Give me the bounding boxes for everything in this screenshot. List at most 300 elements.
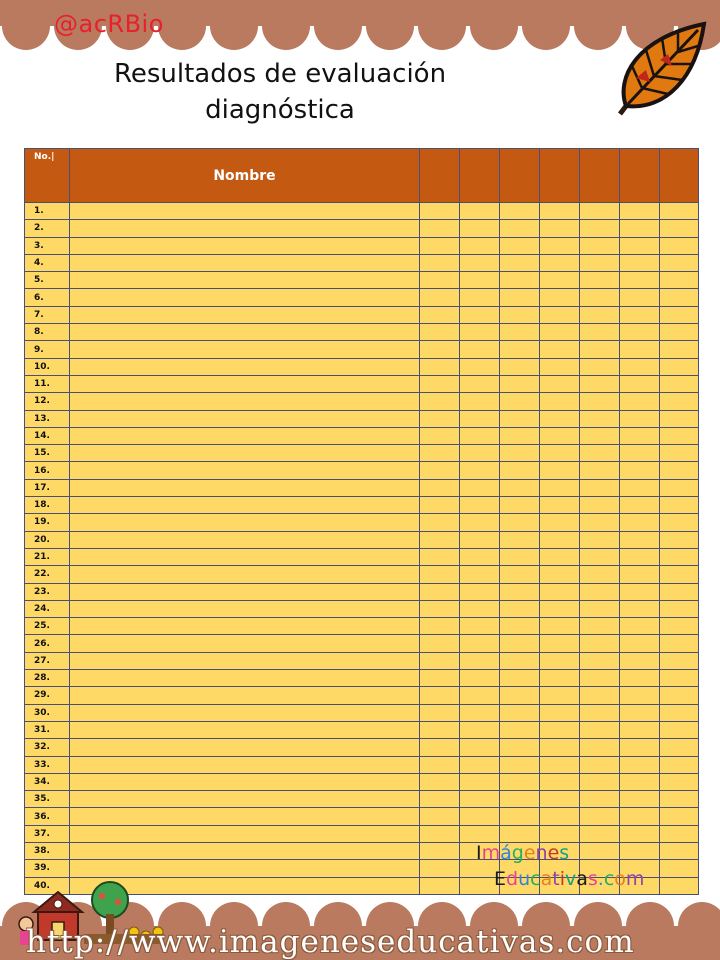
score-cell[interactable]	[620, 808, 660, 825]
score-cell[interactable]	[460, 548, 500, 565]
score-cell[interactable]	[420, 203, 460, 220]
score-cell[interactable]	[660, 306, 699, 323]
name-cell[interactable]	[70, 462, 420, 479]
score-cell[interactable]	[660, 808, 699, 825]
name-cell[interactable]	[70, 773, 420, 790]
score-cell[interactable]	[500, 237, 540, 254]
score-cell[interactable]	[660, 289, 699, 306]
score-cell[interactable]	[540, 548, 580, 565]
score-cell[interactable]	[500, 514, 540, 531]
score-cell[interactable]	[660, 825, 699, 842]
score-cell[interactable]	[580, 670, 620, 687]
score-cell[interactable]	[660, 635, 699, 652]
score-cell[interactable]	[500, 704, 540, 721]
score-cell[interactable]	[500, 375, 540, 392]
score-cell[interactable]	[620, 721, 660, 738]
score-cell[interactable]	[580, 289, 620, 306]
score-cell[interactable]	[580, 514, 620, 531]
score-cell[interactable]	[460, 600, 500, 617]
score-cell[interactable]	[500, 358, 540, 375]
score-cell[interactable]	[660, 566, 699, 583]
score-cell[interactable]	[620, 739, 660, 756]
score-cell[interactable]	[420, 670, 460, 687]
name-cell[interactable]	[70, 548, 420, 565]
score-cell[interactable]	[660, 704, 699, 721]
score-cell[interactable]	[660, 687, 699, 704]
score-cell[interactable]	[420, 548, 460, 565]
name-cell[interactable]	[70, 618, 420, 635]
score-cell[interactable]	[580, 531, 620, 548]
score-cell[interactable]	[660, 497, 699, 514]
score-cell[interactable]	[540, 324, 580, 341]
score-cell[interactable]	[500, 652, 540, 669]
score-cell[interactable]	[460, 341, 500, 358]
score-cell[interactable]	[580, 600, 620, 617]
score-cell[interactable]	[580, 427, 620, 444]
score-cell[interactable]	[540, 410, 580, 427]
score-cell[interactable]	[420, 635, 460, 652]
score-cell[interactable]	[660, 462, 699, 479]
score-cell[interactable]	[460, 652, 500, 669]
score-cell[interactable]	[460, 721, 500, 738]
score-cell[interactable]	[420, 860, 460, 877]
score-cell[interactable]	[660, 410, 699, 427]
score-cell[interactable]	[500, 531, 540, 548]
score-cell[interactable]	[580, 324, 620, 341]
score-cell[interactable]	[620, 393, 660, 410]
score-cell[interactable]	[620, 773, 660, 790]
score-cell[interactable]	[420, 756, 460, 773]
score-cell[interactable]	[460, 289, 500, 306]
score-cell[interactable]	[660, 773, 699, 790]
score-cell[interactable]	[500, 289, 540, 306]
name-cell[interactable]	[70, 410, 420, 427]
score-cell[interactable]	[500, 583, 540, 600]
score-cell[interactable]	[460, 254, 500, 271]
score-cell[interactable]	[500, 462, 540, 479]
score-cell[interactable]	[540, 825, 580, 842]
score-cell[interactable]	[460, 445, 500, 462]
score-cell[interactable]	[420, 462, 460, 479]
score-cell[interactable]	[540, 445, 580, 462]
score-cell[interactable]	[460, 704, 500, 721]
score-cell[interactable]	[580, 393, 620, 410]
score-cell[interactable]	[540, 272, 580, 289]
score-cell[interactable]	[420, 877, 460, 894]
score-cell[interactable]	[620, 566, 660, 583]
score-cell[interactable]	[460, 531, 500, 548]
name-cell[interactable]	[70, 566, 420, 583]
score-cell[interactable]	[660, 272, 699, 289]
name-cell[interactable]	[70, 237, 420, 254]
score-cell[interactable]	[580, 203, 620, 220]
name-cell[interactable]	[70, 479, 420, 496]
score-cell[interactable]	[580, 704, 620, 721]
score-cell[interactable]	[620, 375, 660, 392]
name-cell[interactable]	[70, 842, 420, 859]
footer-url[interactable]: http://www.imageneseducativas.com	[26, 924, 635, 960]
name-cell[interactable]	[70, 670, 420, 687]
score-cell[interactable]	[540, 566, 580, 583]
score-cell[interactable]	[580, 773, 620, 790]
score-cell[interactable]	[620, 670, 660, 687]
score-cell[interactable]	[540, 306, 580, 323]
score-cell[interactable]	[580, 497, 620, 514]
score-cell[interactable]	[620, 306, 660, 323]
name-cell[interactable]	[70, 756, 420, 773]
score-cell[interactable]	[660, 618, 699, 635]
score-cell[interactable]	[660, 479, 699, 496]
name-cell[interactable]	[70, 860, 420, 877]
score-cell[interactable]	[420, 600, 460, 617]
score-cell[interactable]	[660, 531, 699, 548]
score-cell[interactable]	[500, 773, 540, 790]
score-cell[interactable]	[500, 600, 540, 617]
score-cell[interactable]	[420, 272, 460, 289]
score-cell[interactable]	[420, 220, 460, 237]
score-cell[interactable]	[660, 358, 699, 375]
score-cell[interactable]	[580, 462, 620, 479]
score-cell[interactable]	[500, 203, 540, 220]
score-cell[interactable]	[620, 531, 660, 548]
score-cell[interactable]	[540, 583, 580, 600]
score-cell[interactable]	[660, 600, 699, 617]
score-cell[interactable]	[540, 220, 580, 237]
score-cell[interactable]	[420, 289, 460, 306]
score-cell[interactable]	[540, 704, 580, 721]
score-cell[interactable]	[500, 635, 540, 652]
score-cell[interactable]	[420, 739, 460, 756]
score-cell[interactable]	[620, 445, 660, 462]
score-cell[interactable]	[460, 462, 500, 479]
score-cell[interactable]	[620, 791, 660, 808]
name-cell[interactable]	[70, 306, 420, 323]
score-cell[interactable]	[460, 427, 500, 444]
score-cell[interactable]	[540, 497, 580, 514]
score-cell[interactable]	[580, 721, 620, 738]
score-cell[interactable]	[620, 220, 660, 237]
score-cell[interactable]	[580, 341, 620, 358]
score-cell[interactable]	[500, 393, 540, 410]
score-cell[interactable]	[620, 652, 660, 669]
score-cell[interactable]	[540, 721, 580, 738]
score-cell[interactable]	[660, 756, 699, 773]
score-cell[interactable]	[420, 341, 460, 358]
score-cell[interactable]	[460, 497, 500, 514]
score-cell[interactable]	[500, 721, 540, 738]
score-cell[interactable]	[500, 618, 540, 635]
score-cell[interactable]	[500, 220, 540, 237]
score-cell[interactable]	[620, 600, 660, 617]
score-cell[interactable]	[660, 254, 699, 271]
score-cell[interactable]	[620, 203, 660, 220]
score-cell[interactable]	[500, 254, 540, 271]
score-cell[interactable]	[420, 497, 460, 514]
score-cell[interactable]	[500, 306, 540, 323]
score-cell[interactable]	[500, 808, 540, 825]
score-cell[interactable]	[620, 514, 660, 531]
score-cell[interactable]	[620, 358, 660, 375]
score-cell[interactable]	[420, 324, 460, 341]
score-cell[interactable]	[420, 687, 460, 704]
score-cell[interactable]	[660, 514, 699, 531]
name-cell[interactable]	[70, 220, 420, 237]
score-cell[interactable]	[660, 652, 699, 669]
name-cell[interactable]	[70, 808, 420, 825]
score-cell[interactable]	[460, 756, 500, 773]
score-cell[interactable]	[500, 497, 540, 514]
score-cell[interactable]	[660, 324, 699, 341]
score-cell[interactable]	[580, 272, 620, 289]
score-cell[interactable]	[540, 203, 580, 220]
name-cell[interactable]	[70, 704, 420, 721]
score-cell[interactable]	[620, 583, 660, 600]
score-cell[interactable]	[420, 773, 460, 790]
score-cell[interactable]	[540, 375, 580, 392]
score-cell[interactable]	[500, 825, 540, 842]
name-cell[interactable]	[70, 427, 420, 444]
name-cell[interactable]	[70, 272, 420, 289]
score-cell[interactable]	[420, 583, 460, 600]
score-cell[interactable]	[460, 583, 500, 600]
score-cell[interactable]	[620, 618, 660, 635]
name-cell[interactable]	[70, 254, 420, 271]
score-cell[interactable]	[580, 756, 620, 773]
score-cell[interactable]	[540, 237, 580, 254]
score-cell[interactable]	[460, 808, 500, 825]
score-cell[interactable]	[580, 358, 620, 375]
name-cell[interactable]	[70, 203, 420, 220]
name-cell[interactable]	[70, 324, 420, 341]
score-cell[interactable]	[420, 531, 460, 548]
score-cell[interactable]	[620, 324, 660, 341]
score-cell[interactable]	[660, 237, 699, 254]
score-cell[interactable]	[460, 514, 500, 531]
score-cell[interactable]	[580, 652, 620, 669]
score-cell[interactable]	[420, 825, 460, 842]
score-cell[interactable]	[660, 445, 699, 462]
name-cell[interactable]	[70, 393, 420, 410]
score-cell[interactable]	[540, 289, 580, 306]
score-cell[interactable]	[540, 393, 580, 410]
score-cell[interactable]	[500, 687, 540, 704]
score-cell[interactable]	[540, 618, 580, 635]
score-cell[interactable]	[620, 427, 660, 444]
name-cell[interactable]	[70, 687, 420, 704]
name-cell[interactable]	[70, 600, 420, 617]
score-cell[interactable]	[660, 670, 699, 687]
score-cell[interactable]	[420, 427, 460, 444]
score-cell[interactable]	[500, 566, 540, 583]
score-cell[interactable]	[460, 272, 500, 289]
score-cell[interactable]	[420, 445, 460, 462]
score-cell[interactable]	[660, 220, 699, 237]
score-cell[interactable]	[500, 548, 540, 565]
score-cell[interactable]	[620, 237, 660, 254]
score-cell[interactable]	[620, 548, 660, 565]
score-cell[interactable]	[580, 687, 620, 704]
score-cell[interactable]	[660, 203, 699, 220]
score-cell[interactable]	[620, 825, 660, 842]
score-cell[interactable]	[460, 375, 500, 392]
score-cell[interactable]	[420, 254, 460, 271]
name-cell[interactable]	[70, 825, 420, 842]
name-cell[interactable]	[70, 289, 420, 306]
score-cell[interactable]	[460, 635, 500, 652]
score-cell[interactable]	[620, 635, 660, 652]
score-cell[interactable]	[620, 497, 660, 514]
score-cell[interactable]	[620, 289, 660, 306]
score-cell[interactable]	[540, 791, 580, 808]
score-cell[interactable]	[620, 272, 660, 289]
name-cell[interactable]	[70, 635, 420, 652]
score-cell[interactable]	[500, 427, 540, 444]
score-cell[interactable]	[420, 306, 460, 323]
score-cell[interactable]	[540, 254, 580, 271]
score-cell[interactable]	[580, 220, 620, 237]
score-cell[interactable]	[580, 618, 620, 635]
score-cell[interactable]	[540, 739, 580, 756]
score-cell[interactable]	[620, 462, 660, 479]
score-cell[interactable]	[420, 479, 460, 496]
name-cell[interactable]	[70, 791, 420, 808]
score-cell[interactable]	[500, 410, 540, 427]
score-cell[interactable]	[500, 341, 540, 358]
score-cell[interactable]	[460, 687, 500, 704]
score-cell[interactable]	[460, 410, 500, 427]
score-cell[interactable]	[580, 825, 620, 842]
score-cell[interactable]	[620, 756, 660, 773]
name-cell[interactable]	[70, 583, 420, 600]
score-cell[interactable]	[460, 670, 500, 687]
score-cell[interactable]	[660, 721, 699, 738]
score-cell[interactable]	[500, 670, 540, 687]
name-cell[interactable]	[70, 375, 420, 392]
score-cell[interactable]	[540, 756, 580, 773]
name-cell[interactable]	[70, 652, 420, 669]
score-cell[interactable]	[540, 514, 580, 531]
score-cell[interactable]	[420, 514, 460, 531]
score-cell[interactable]	[660, 548, 699, 565]
name-cell[interactable]	[70, 531, 420, 548]
score-cell[interactable]	[420, 618, 460, 635]
score-cell[interactable]	[460, 324, 500, 341]
score-cell[interactable]	[540, 773, 580, 790]
score-cell[interactable]	[540, 479, 580, 496]
score-cell[interactable]	[660, 375, 699, 392]
score-cell[interactable]	[580, 808, 620, 825]
score-cell[interactable]	[420, 237, 460, 254]
score-cell[interactable]	[540, 358, 580, 375]
score-cell[interactable]	[460, 393, 500, 410]
score-cell[interactable]	[660, 393, 699, 410]
score-cell[interactable]	[500, 479, 540, 496]
score-cell[interactable]	[540, 462, 580, 479]
score-cell[interactable]	[540, 427, 580, 444]
score-cell[interactable]	[420, 842, 460, 859]
score-cell[interactable]	[460, 773, 500, 790]
score-cell[interactable]	[460, 618, 500, 635]
score-cell[interactable]	[540, 635, 580, 652]
score-cell[interactable]	[580, 306, 620, 323]
score-cell[interactable]	[420, 791, 460, 808]
score-cell[interactable]	[580, 375, 620, 392]
name-cell[interactable]	[70, 721, 420, 738]
score-cell[interactable]	[500, 324, 540, 341]
score-cell[interactable]	[580, 739, 620, 756]
score-cell[interactable]	[460, 306, 500, 323]
score-cell[interactable]	[540, 341, 580, 358]
score-cell[interactable]	[620, 254, 660, 271]
score-cell[interactable]	[420, 721, 460, 738]
score-cell[interactable]	[620, 341, 660, 358]
score-cell[interactable]	[460, 791, 500, 808]
score-cell[interactable]	[580, 445, 620, 462]
score-cell[interactable]	[580, 237, 620, 254]
score-cell[interactable]	[420, 375, 460, 392]
score-cell[interactable]	[500, 791, 540, 808]
score-cell[interactable]	[420, 566, 460, 583]
score-cell[interactable]	[580, 410, 620, 427]
score-cell[interactable]	[660, 583, 699, 600]
score-cell[interactable]	[460, 566, 500, 583]
score-cell[interactable]	[580, 254, 620, 271]
score-cell[interactable]	[460, 825, 500, 842]
name-cell[interactable]	[70, 358, 420, 375]
score-cell[interactable]	[540, 531, 580, 548]
score-cell[interactable]	[420, 358, 460, 375]
score-cell[interactable]	[460, 203, 500, 220]
score-cell[interactable]	[660, 341, 699, 358]
score-cell[interactable]	[660, 427, 699, 444]
name-cell[interactable]	[70, 341, 420, 358]
score-cell[interactable]	[500, 445, 540, 462]
score-cell[interactable]	[460, 358, 500, 375]
score-cell[interactable]	[420, 393, 460, 410]
name-cell[interactable]	[70, 445, 420, 462]
score-cell[interactable]	[500, 756, 540, 773]
score-cell[interactable]	[540, 600, 580, 617]
score-cell[interactable]	[660, 739, 699, 756]
score-cell[interactable]	[460, 220, 500, 237]
score-cell[interactable]	[500, 272, 540, 289]
name-cell[interactable]	[70, 739, 420, 756]
score-cell[interactable]	[420, 652, 460, 669]
score-cell[interactable]	[620, 704, 660, 721]
score-cell[interactable]	[580, 635, 620, 652]
score-cell[interactable]	[620, 410, 660, 427]
score-cell[interactable]	[540, 652, 580, 669]
score-cell[interactable]	[580, 791, 620, 808]
name-cell[interactable]	[70, 497, 420, 514]
score-cell[interactable]	[580, 583, 620, 600]
score-cell[interactable]	[540, 687, 580, 704]
score-cell[interactable]	[540, 670, 580, 687]
score-cell[interactable]	[460, 739, 500, 756]
score-cell[interactable]	[580, 548, 620, 565]
score-cell[interactable]	[580, 566, 620, 583]
score-cell[interactable]	[420, 808, 460, 825]
score-cell[interactable]	[620, 479, 660, 496]
score-cell[interactable]	[420, 410, 460, 427]
score-cell[interactable]	[620, 687, 660, 704]
score-cell[interactable]	[660, 791, 699, 808]
score-cell[interactable]	[460, 479, 500, 496]
score-cell[interactable]	[580, 479, 620, 496]
score-cell[interactable]	[420, 704, 460, 721]
name-cell[interactable]	[70, 514, 420, 531]
score-cell[interactable]	[540, 808, 580, 825]
